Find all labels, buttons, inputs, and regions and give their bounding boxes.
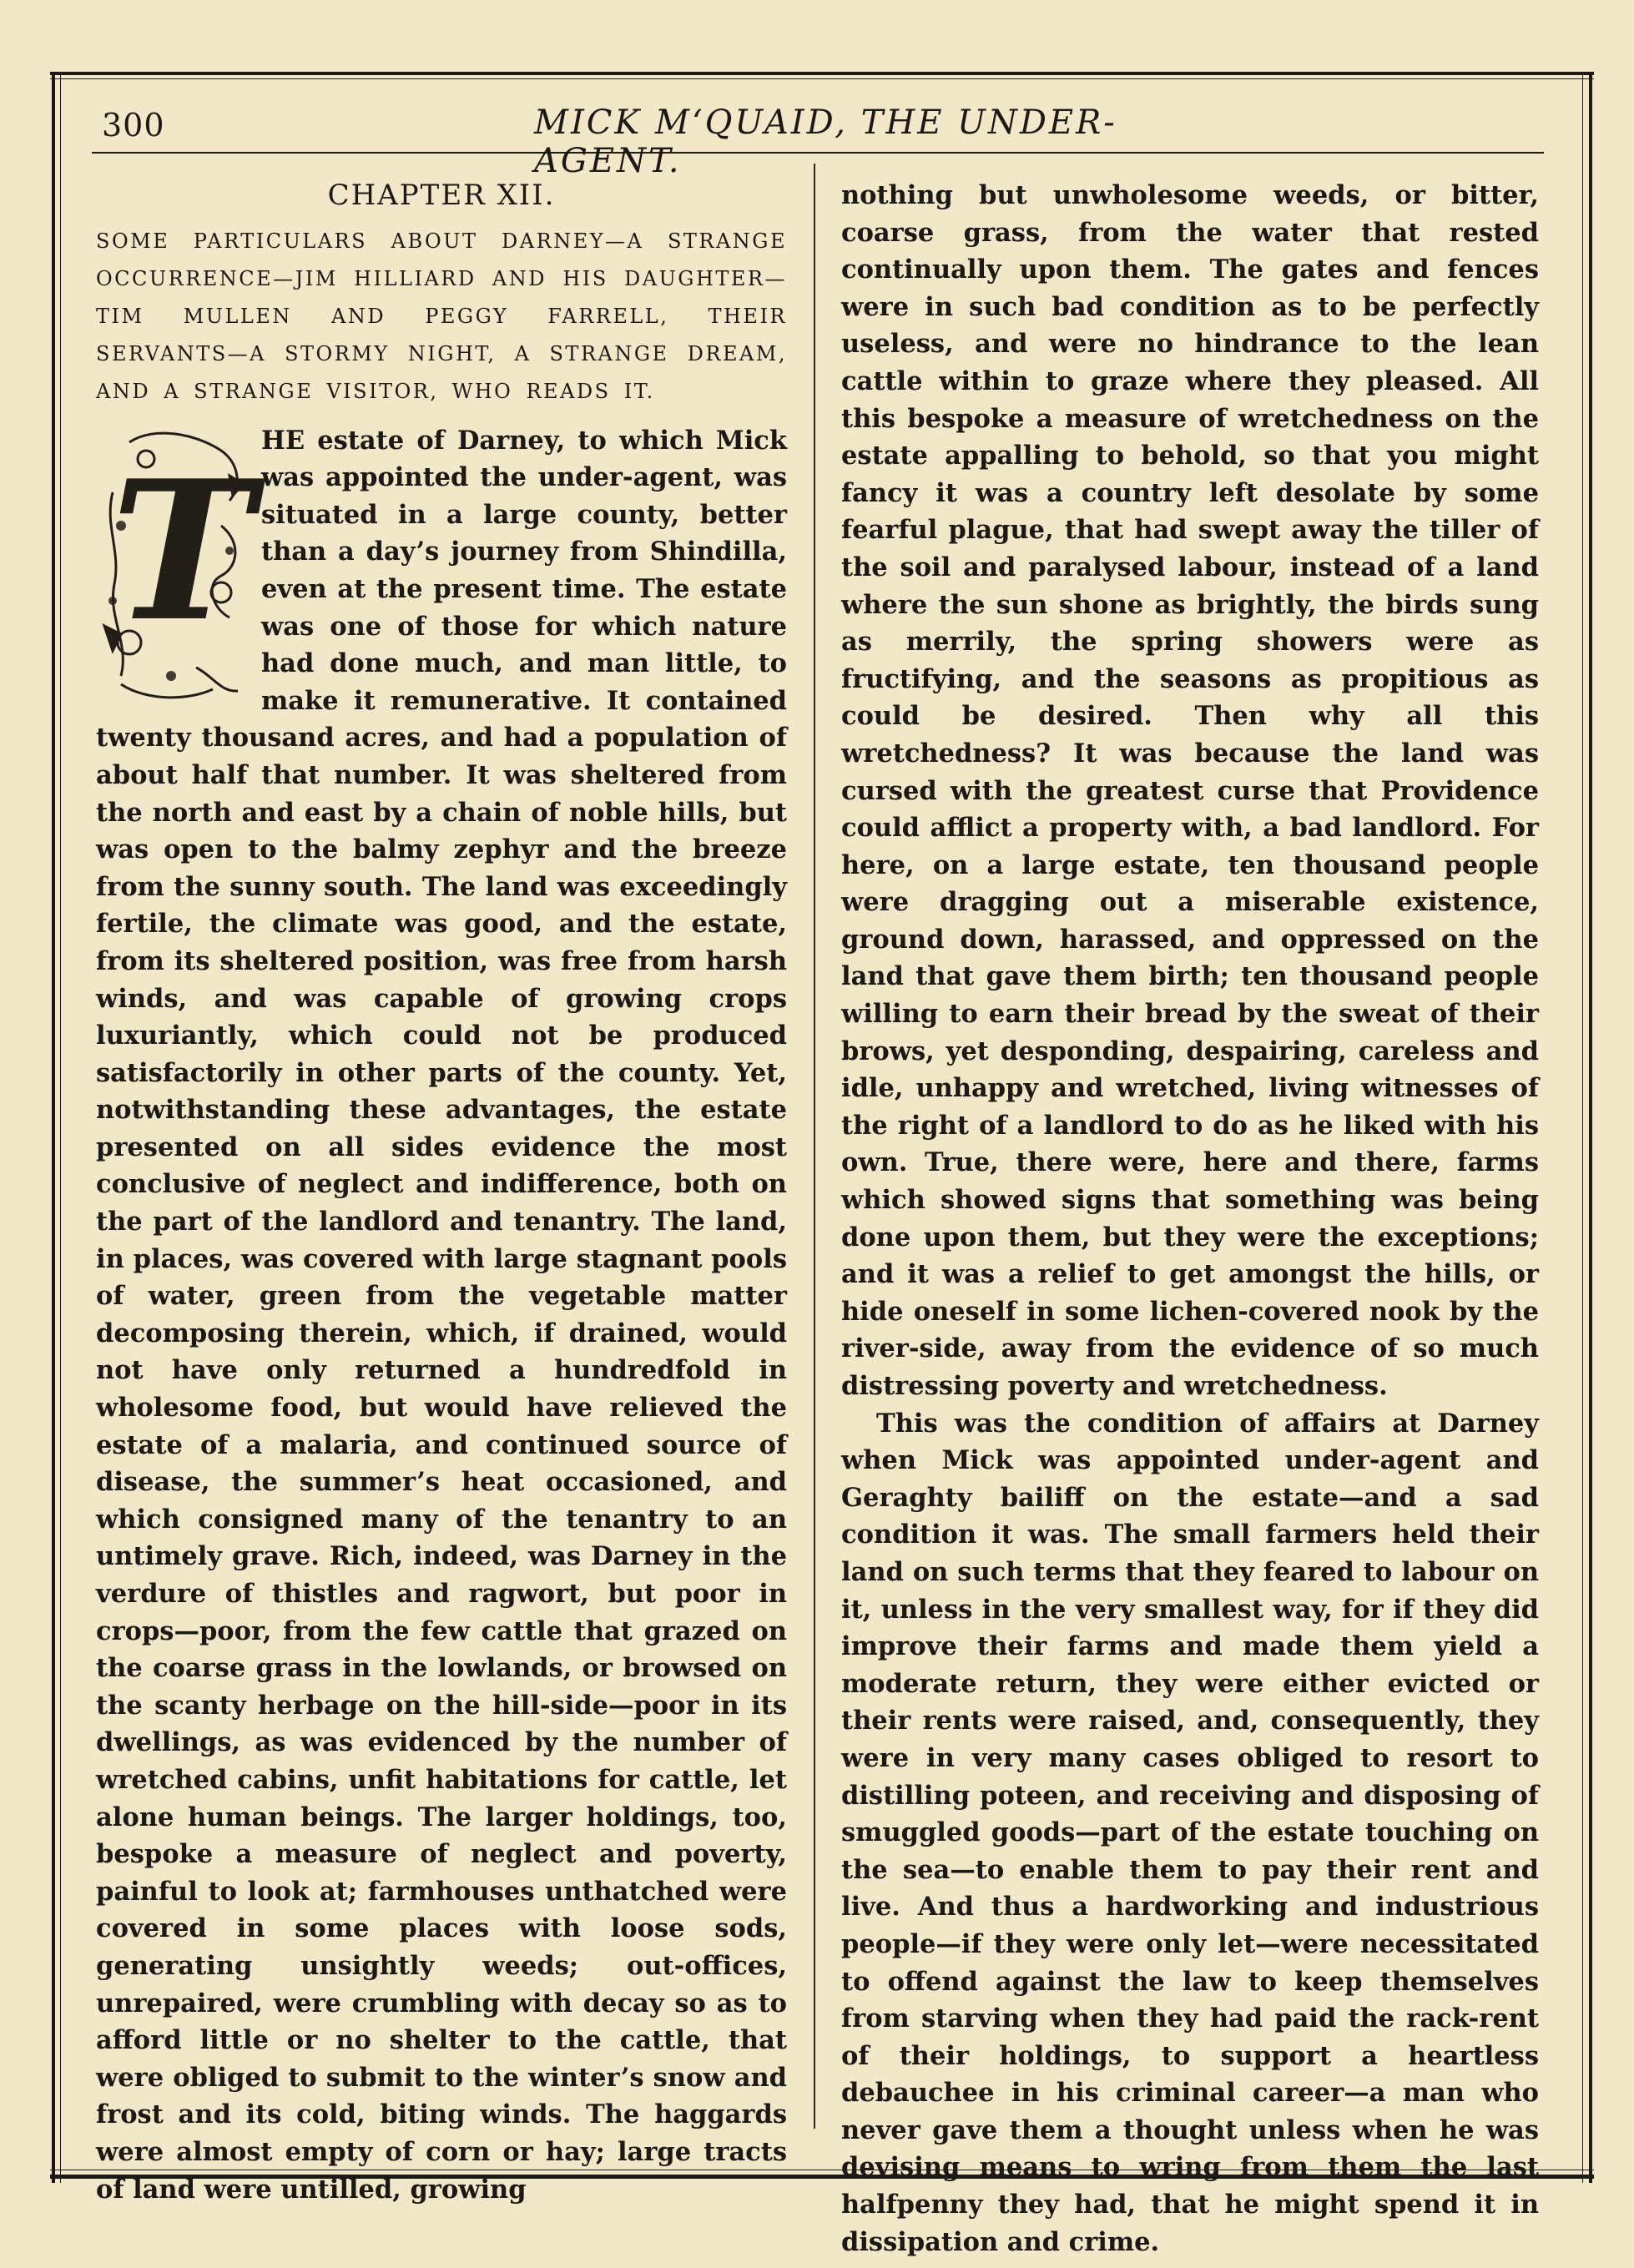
chapter-summary: SOME PARTICULARS ABOUT DARNEY—A STRANGE OCCURRENCE—JIM HILLIARD AND HIS DAUGHTER—TIM MULLEN AND PEGGY FARRELL, THEIR SERVANTS—A STORMY NIGHT, A STRANGE DREAM, AND A STRANGE VISITOR, WHO READS IT.	[96, 229, 787, 403]
frame-top-rule	[50, 72, 1594, 75]
drop-cap-letter: T	[111, 438, 255, 664]
chapter-heading: CHAPTER XII.	[327, 179, 556, 212]
frame-left-rule	[52, 72, 55, 2183]
frame-right-rule	[1589, 72, 1592, 2183]
column-divider	[814, 164, 815, 2129]
frame-left-rule-thin	[60, 72, 61, 2183]
page-number: 300	[102, 107, 165, 144]
running-title: MICK M‘QUAID, THE UNDER-AGENT.	[534, 103, 1117, 180]
frame-top-rule-thin	[50, 78, 1594, 79]
ornamental-drop-cap	[96, 426, 255, 711]
left-column	[96, 177, 787, 2205]
right-column	[841, 177, 1539, 2257]
frame-right-rule-thin	[1582, 72, 1583, 2183]
paragraph-1: HE estate of Darney, to which Mick was appointed the under-agent, was situated in a large county, better than a day’s journey from Shindilla, even at the present time. The estate was one of those for which nature had done much, and man little, to make it remunerative. It contained twenty thousand acres, and had a population of about half that number. It was sheltered from the north and east by a chain of noble hills, but was open to the balmy zephyr and the breeze from the sunny south. The land was exceedingly fertile, the climate was good, and the estate, from its sheltered position, was free from harsh winds, and was capable of growing crops luxuriantly, which could not be produced satisfactorily in other parts of the county. Yet, notwithstanding these advantages, the estate presented on all sides evidence the most conclusive of neglect and indifference, both on the part of the landlord and tenantry. The land, in places, was covered with large stagnant pools of water, green from the vegetable matter decomposing therein, which, if drained, would not have only returned a hundredfold in wholesome food, but would have relieved the estate of a malaria, and continued source of disease, the summer’s heat occasioned, and which consigned many of the tenantry to an untimely grave. Rich, indeed, was Darney in the verdure of thistles and ragwort, but poor in crops—poor, from the few cattle that grazed on the coarse grass in the lowlands, or browsed on the scanty herbage on the hill-side—poor in its dwellings, as was evidenced by the number of wretched cabins, unfit habitations for cattle, let alone human beings. The larger holdings, too, bespoke a measure of neglect and poverty, painful to look at; farmhouses unthatched were covered in some places with loose sods, generating unsightly weeds; out-offices, unrepaired, were crumbling with decay so as to afford little or no shelter to the cattle, that were obliged to submit to the winter’s snow and frost and its cold, biting winds. The haggards were almost empty of corn or hay; large tracts of land were untilled, growing	[96, 425, 787, 2205]
paragraph-2: This was the condition of affairs at Darney when Mick was appointed under-agent and Geraghty bailiff on the estate—and a sad condition it was. The small farmers held their land on such terms that they feared to labour on it, unless in the very smallest way, for if they did improve their farms and made them yield a moderate return, they were either evicted or their rents were raised, and, consequently, they were in very many cases obliged to resort to distilling poteen, and receiving and disposing of smuggled goods—part of the estate touching on the sea—to enable them to pay their rent and live. And thus a hardworking and industrious people—if they were only let—were necessitated to offend against the law to keep themselves from starving when they had paid the rack-rent of their holdings, to support a heartless debauchee in his criminal career—a man who never gave them a thought unless when he was devising means to wring from them the last halfpenny they had, that he might spend it in dissipation and crime.	[841, 1408, 1539, 2257]
paragraph-1-continued: nothing but unwholesome weeds, or bitter, coarse grass, from the water that rested continually upon them. The gates and fences were in such bad condition as to be perfectly useless, and were no hindrance to the lean cattle within to graze where they pleased. All this bespoke a measure of wretchedness on the estate appalling to behold, so that you might fancy it was a country left desolate by some fearful plague, that had swept away the tiller of the soil and paralysed labour, instead of a land where the sun shone as brightly, the birds sung as merrily, the spring showers were as fructifying, and the seasons as propitious as could be desired. Then why all this wretchedness? It was because the land was cursed with the greatest curse that Providence could afflict a property with, a bad landlord. For here, on a large estate, ten thousand people were dragging out a miserable existence, ground down, harassed, and oppressed on the land that gave them birth; ten thousand people willing to earn their bread by the sweat of their brows, yet desponding, despairing, careless and idle, unhappy and wretched, living witnesses of the right of a landlord to do as he liked with his own. True, there were, here and there, farms which showed signs that something was being done upon them, but they were the exceptions; and it was a relief to get amongst the hills, or hide oneself in some lichen-covered nook by the river-side, away from the evidence of so much distressing poverty and wretchedness.	[841, 180, 1539, 1401]
